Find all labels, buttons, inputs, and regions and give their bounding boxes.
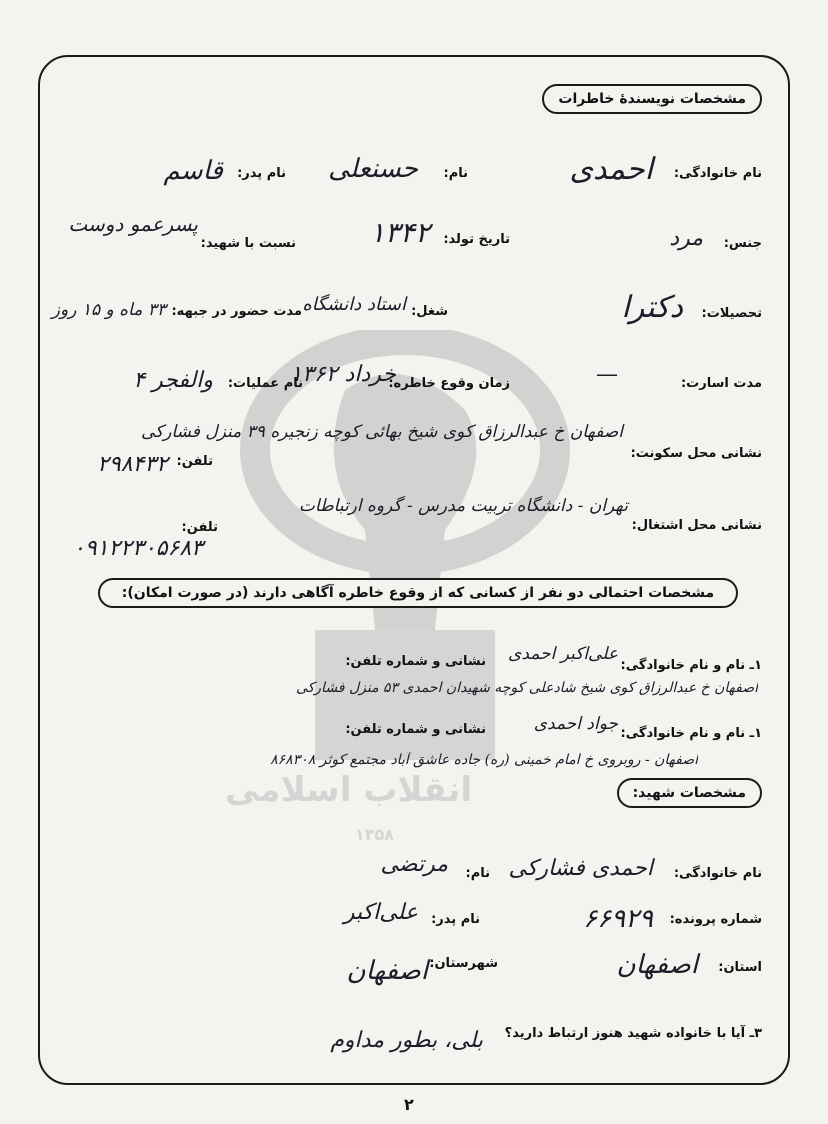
witness-1-contact-value: اصفهان خ عبدالرزاق کوی شیخ شادعلی کوچه شهیدان احمدی ۵۳ منزل فشارکی bbox=[295, 680, 758, 696]
martyr-city-value: اصفهان bbox=[346, 956, 428, 986]
writer-name-label: نام: bbox=[443, 166, 468, 181]
writer-name-value: حسنعلی bbox=[328, 154, 418, 184]
question-3-value: بلی، بطور مداوم bbox=[330, 1028, 483, 1053]
witnesses-section-title: مشخصات احتمالی دو نفر از کسانی که از وقوع خاطره آگاهی دارند (در صورت امکان): bbox=[98, 578, 738, 608]
page-border bbox=[38, 55, 790, 1085]
witness-1-name-value: علی‌اکبر احمدی bbox=[508, 644, 618, 664]
martyr-father-value: علی‌اکبر bbox=[343, 900, 418, 925]
writer-gender-label: جنس: bbox=[723, 236, 762, 251]
witness-2-name-value: جواد احمدی bbox=[533, 714, 618, 734]
writer-front-value: ۳۳ ماه و ۱۵ روز bbox=[51, 300, 166, 320]
martyr-family-label: نام خانوادگی: bbox=[673, 866, 762, 881]
watermark-year: ۱۳۵۸ bbox=[355, 825, 395, 844]
writer-home-phone-value: ۲۹۸۴۳۲ bbox=[97, 452, 168, 477]
writer-job-value: استاد دانشگاه bbox=[302, 294, 406, 315]
witness-1-contact-label: نشانی و شماره تلفن: bbox=[345, 654, 486, 669]
writer-family-label: نام خانوادگی: bbox=[673, 166, 762, 181]
witness-2-contact-value: اصفهان - روبروی خ امام خمینی (ره) جاده عاشق آباد مجتمع کوثر ۸۶۸۳۰۸ bbox=[270, 752, 698, 768]
martyr-file-label: شماره پرونده: bbox=[669, 912, 762, 927]
writer-operation-value: والفجر ۴ bbox=[133, 368, 213, 393]
writer-job-label: شغل: bbox=[411, 304, 448, 319]
question-3-label: ۳ـ آیا با خانواده شهید هنوز ارتباط دارید؟ bbox=[504, 1026, 762, 1041]
martyr-section-title: مشخصات شهید: bbox=[617, 778, 762, 808]
martyr-name-label: نام: bbox=[465, 866, 490, 881]
writer-gender-value: مرد bbox=[669, 226, 703, 251]
writer-relation-value: پسرعمو دوست bbox=[68, 212, 198, 236]
writer-operation-label: نام عملیات: bbox=[227, 376, 303, 391]
martyr-province-label: استان: bbox=[718, 960, 762, 975]
writer-event-time-label: زمان وقوع خاطره: bbox=[388, 376, 510, 391]
writer-education-value: دکترا bbox=[621, 290, 683, 325]
martyr-family-value: احمدی فشارکی bbox=[508, 856, 653, 881]
martyr-father-label: نام پدر: bbox=[431, 912, 480, 927]
writer-birth-label: تاریخ تولد: bbox=[443, 232, 510, 247]
writer-father-label: نام پدر: bbox=[237, 166, 286, 181]
writer-work-label: نشانی محل اشتغال: bbox=[631, 518, 762, 533]
martyr-name-value: مرتضی bbox=[380, 852, 448, 877]
witness-2-name-label: ۱ـ نام و نام خانوادگی: bbox=[620, 726, 762, 741]
martyr-city-label: شهرستان: bbox=[429, 956, 498, 971]
writer-work-phone-value: ۰۹۱۲۲۳۰۵۶۸۳ bbox=[73, 536, 203, 561]
witness-2-contact-label: نشانی و شماره تلفن: bbox=[345, 722, 486, 737]
writer-home-value: اصفهان خ عبدالرزاق کوی شیخ بهائی کوچه زنجیره ۳۹ منزل فشارکی bbox=[140, 422, 623, 442]
page-number: ۲ bbox=[404, 1095, 414, 1114]
writer-birth-value: ۱۳۴۲ bbox=[369, 216, 430, 249]
writer-family-value: احمدی bbox=[569, 152, 653, 187]
watermark-text: انقلاب اسلامی bbox=[225, 770, 473, 810]
writer-captivity-label: مدت اسارت: bbox=[680, 376, 762, 391]
writer-work-phone-label: تلفن: bbox=[181, 520, 218, 535]
writer-event-time-value: خرداد ۱۳۶۲ bbox=[290, 362, 396, 387]
writer-education-label: تحصیلات: bbox=[701, 306, 762, 321]
writer-section-title: مشخصات نویسندهٔ خاطرات bbox=[542, 84, 762, 114]
witness-1-name-label: ۱ـ نام و نام خانوادگی: bbox=[620, 658, 762, 673]
writer-father-value: قاسم bbox=[163, 156, 223, 186]
writer-relation-label: نسبت با شهید: bbox=[200, 236, 296, 251]
writer-front-label: مدت حضور در جبهه: bbox=[171, 304, 302, 319]
writer-home-phone-label: تلفن: bbox=[176, 454, 213, 469]
writer-captivity-value: — bbox=[596, 362, 618, 387]
martyr-province-value: اصفهان bbox=[616, 950, 698, 980]
writer-home-label: نشانی محل سکونت: bbox=[630, 446, 762, 461]
writer-work-value: تهران - دانشگاه تربیت مدرس - گروه ارتباطات bbox=[298, 496, 628, 516]
martyr-file-value: ۶۶۹۲۹ bbox=[583, 904, 653, 934]
